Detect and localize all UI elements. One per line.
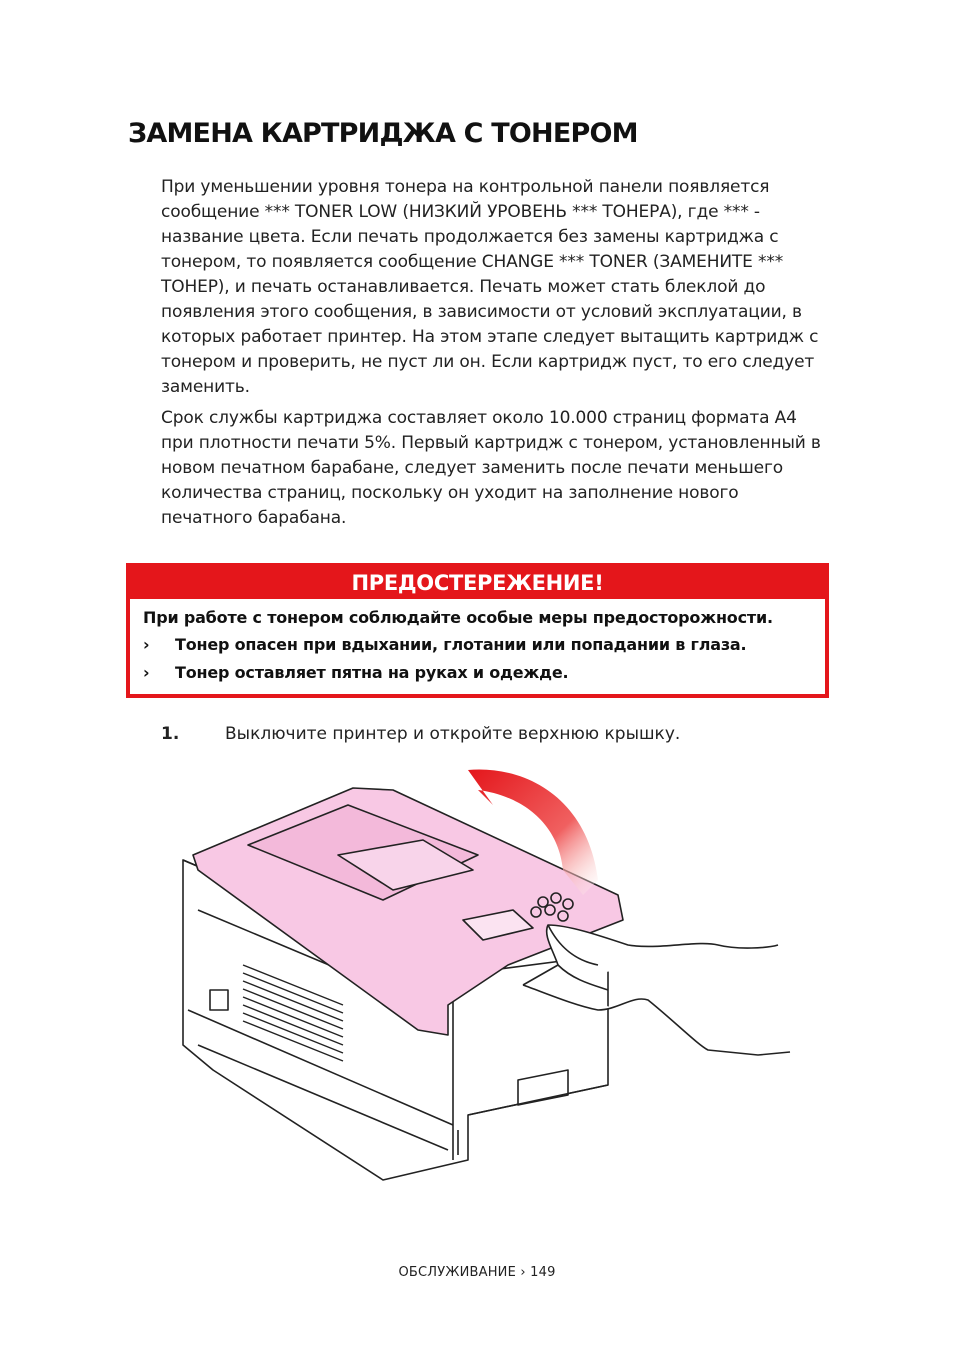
lifetime-paragraph: Срок службы картриджа составляет около 10.000 страниц формата A4 при плотности печати 5%. Первый картридж с тонером, установленный в новом печатном барабане, следует заменить после печати меньшего количества страниц, поскольку он уходит на заполнение нового печатного барабана.	[161, 408, 821, 528]
warning-item-text: Тонер опасен при вдыхании, глотании или попадании в глаза.	[175, 635, 747, 654]
printer-open-top-cover-illustration	[178, 760, 798, 1210]
warning-item	[143, 659, 825, 687]
footer-separator-icon: ›	[520, 1265, 526, 1280]
footer-section: ОБСЛУЖИВАНИЕ	[398, 1265, 517, 1280]
warning-item	[143, 631, 825, 659]
page-number: 149	[530, 1265, 556, 1280]
warning-header: ПРЕДОСТЕРЕЖЕНИЕ!	[130, 567, 825, 599]
bullet-chevron-icon: ›	[143, 635, 150, 654]
warning-item-text: Тонер оставляет пятна на руках и одежде.	[175, 663, 569, 682]
bullet-chevron-icon: ›	[143, 663, 150, 682]
page-footer	[0, 1265, 954, 1280]
warning-box	[126, 563, 829, 698]
step-1	[161, 722, 680, 747]
warning-intro: При работе с тонером соблюдайте особые меры предосторожности.	[143, 608, 773, 627]
intro-paragraph: При уменьшении уровня тонера на контрольной панели появляется сообщение *** TONER LOW (НИЗКИЙ УРОВЕНЬ *** ТОНЕРА), где *** - название цвета. Если печать продолжается без замены картриджа с тонером, то появляется сообщение CHANGE *** TONER (ЗАМЕНИТЕ *** ТОНЕР), и печать останавливается. Печать может стать блеклой до появления этого сообщения, в зависимости от условий эксплуатации, в которых работает принтер. На этом этапе следует вытащить картридж с тонером и проверить, не пуст ли он. Если картридж пуст, то его следует заменить.	[161, 177, 819, 397]
step-text: Выключите принтер и откройте верхнюю крышку.	[225, 724, 681, 744]
step-number: 1.	[161, 724, 180, 744]
warning-body	[130, 599, 825, 687]
page-title: ЗАМЕНА КАРТРИДЖА С ТОНЕРОМ	[128, 118, 638, 149]
